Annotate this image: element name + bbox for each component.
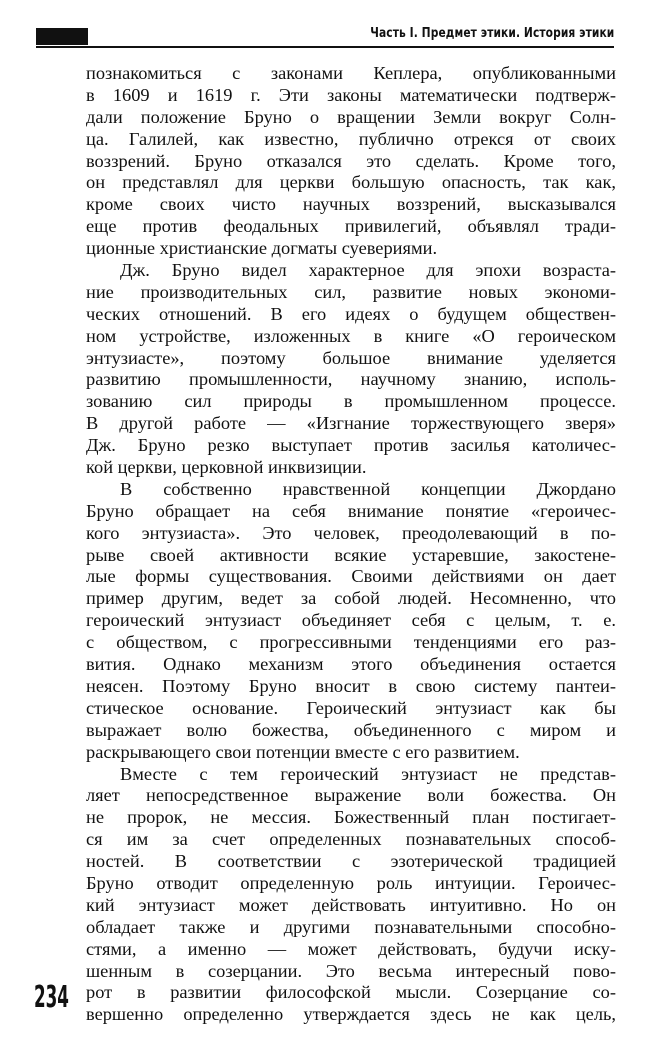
text-line: воззрений. Бруно отказался это сделать. Кроме того, (86, 150, 616, 171)
text-line: рыве своей активности всякие устаревшие, закостене- (86, 544, 616, 565)
text-line: ние производительных сил, развитие новых экономи- (86, 281, 616, 302)
text-line: развитию промышленности, научному знанию, исполь- (86, 369, 616, 390)
text-line: стями, а именно — может действовать, будучи иску- (86, 938, 616, 959)
text-line: рот в развитии философской мысли. Созерцание со- (86, 982, 616, 1003)
text-line: В собственно нравственной концепции Джордано (120, 478, 616, 499)
text-line: с обществом, с прогрессивными тенденциями его раз- (86, 632, 616, 653)
text-line: В другой работе — «Изгнание торжествующего зверя» (86, 413, 616, 434)
text-line: ном устройстве, изложенных в книге «О героическом (86, 325, 616, 346)
text-line: в 1609 и 1619 г. Эти законы математически подтверж- (86, 84, 616, 105)
paragraph (86, 63, 616, 260)
paragraph (86, 764, 616, 1027)
text-line: Дж. Бруно резко выступает против засилья католичес- (86, 435, 616, 456)
text-line: вития. Однако механизм этого объединения остается (86, 654, 616, 675)
text-line: кой церкви, церковной инквизиции. (86, 457, 367, 478)
text-line: Дж. Бруно видел характерное для эпохи возраста- (120, 260, 616, 281)
text-line: познакомиться с законами Кеплера, опубликованными (86, 63, 616, 83)
header-divider (36, 46, 614, 48)
text-line: стическое основание. Героический энтузиаст как бы (86, 697, 616, 718)
text-line: ностей. В соответствии с эзотерической традицией (86, 851, 616, 872)
text-line: выражает волю божества, объединенного с миром и (86, 719, 616, 740)
text-line: обладает также и другими познавательными способно- (86, 916, 616, 937)
text-line: ческих отношений. В его идеях о будущем обществен- (86, 303, 616, 324)
text-line: героический энтузиаст объединяет себя с целым, т. е. (86, 610, 616, 631)
text-line: ционные христианские догматы суевериями. (86, 238, 438, 259)
text-line: Бруно обращает на себя внимание понятие «героичес- (86, 500, 616, 521)
text-line: кроме своих чисто научных воззрений, высказывался (86, 194, 616, 215)
text-line: кого энтузиаста». Это человек, преодолевающий в по- (86, 522, 616, 543)
text-line: ся им за счет определенных познавательных способ- (86, 829, 616, 850)
text-line: не пророк, не мессия. Божественный план постигает- (86, 807, 616, 828)
text-line: еще против феодальных привилегий, объявлял тради- (86, 216, 616, 237)
text-line: шенным в созерцании. Это весьма интересный пово- (86, 960, 616, 981)
text-line: вершенно определенно утверждается здесь не как цель, (86, 1004, 616, 1025)
text-line: лые формы существования. Своими действиями он дает (86, 566, 616, 587)
running-header: Часть I. Предмет этики. История этики (369, 25, 614, 41)
header-marker-bar (36, 28, 88, 45)
text-line: Бруно отводит определенную роль интуиции. Героичес- (86, 872, 616, 893)
text-line: он представлял для церкви большую опасность, так как, (86, 172, 616, 193)
text-line: дали положение Бруно о вращении Земли вокруг Солн- (86, 106, 616, 127)
page-number: 234 (34, 980, 69, 1015)
paragraph (86, 260, 616, 479)
text-line: пример другим, ведет за собой людей. Несомненно, что (86, 588, 616, 609)
text-line: ляет непосредственное выражение воли божества. Он (86, 785, 616, 806)
text-line: неясен. Поэтому Бруно вносит в свою систему пантеи- (86, 675, 616, 696)
text-line: Вместе с тем героический энтузиаст не представ- (120, 763, 616, 784)
text-line: ца. Галилей, как известно, публично отрекся от своих (86, 128, 616, 149)
text-line: кий энтузиаст может действовать интуитивно. Но он (86, 894, 616, 915)
text-line: зованию сил природы в промышленном процессе. (86, 391, 616, 412)
body-text (86, 63, 616, 1026)
paragraph (86, 479, 616, 764)
text-line: раскрывающего свои потенции вместе с его развитием. (86, 741, 520, 762)
text-line: энтузиасте», поэтому большое внимание уделяется (86, 347, 616, 368)
